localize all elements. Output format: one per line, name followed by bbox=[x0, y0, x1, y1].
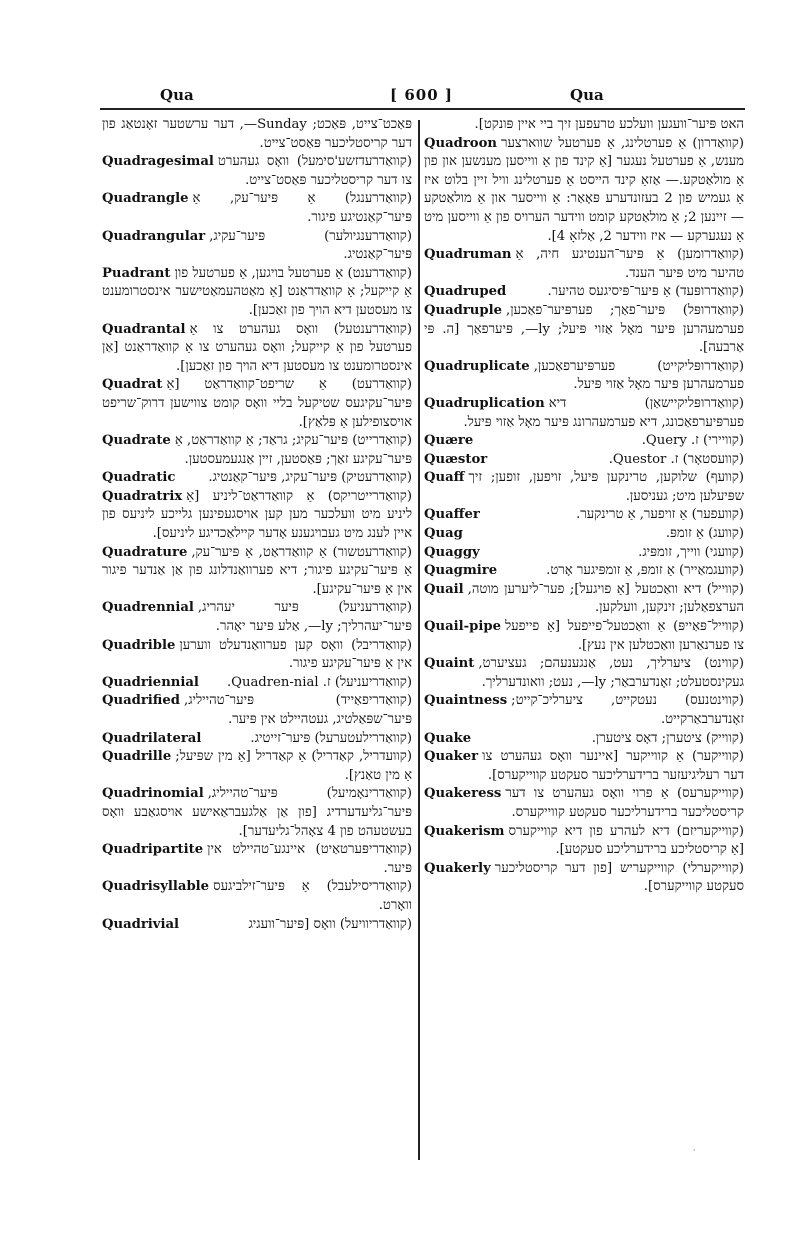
entry-definition: (קוואַדרענטעל) וואָס געהערט צו אַ פערטעל פון אַ קייקעל; וואָס געהערט צו אַ קוואַדראַנט [אַן אינסטרומענט צו מעסטען דיא הויך פון זאַכען]. bbox=[102, 321, 412, 374]
dictionary-entry bbox=[102, 376, 412, 432]
entry-definition: (קוואַדרעט) אַ שריפט־קוואַדראַט [אַ פּיער־עקיגעס שטיקעל בליי וואָס קומט צווישען דרוק־שריפט אויסצופילען אַ פּלאַץ]. bbox=[102, 377, 412, 430]
entry-definition: (קוואַדרילעטערעל) פּיער־זייטיג. bbox=[250, 730, 412, 746]
dictionary-entry bbox=[424, 860, 744, 897]
entry-headword: Quadriennial bbox=[102, 674, 199, 690]
dictionary-entry bbox=[102, 637, 412, 674]
entry-definition: (קוואַדריוויעל) וואָס [פּיער־וועגיג bbox=[248, 916, 412, 932]
entry-definition: (קווייקערלי) קווייקעריש [פון דער קריסטליכער סעקטע קווייקערס]. bbox=[494, 860, 744, 895]
entry-definition: (קווייל־פּאַייפּ) אַ וואַכטעל־פייפעל [אַ פייפעל צו פערנאַרען וואַכטלען אין נעץ]. bbox=[504, 619, 744, 653]
entry-definition: (קוואַדרופּל) פּיער־פאַך; פערפּיער־פאַכען, פערמעהרען פּיער מאָל אַזוי פּיעל; ly—, פּיערפאַך [ה. פּי אַרבעה]. bbox=[424, 302, 744, 356]
dictionary-entry bbox=[102, 841, 412, 878]
entry-headword: Quadrangular bbox=[102, 228, 206, 244]
left-column bbox=[102, 116, 412, 934]
dictionary-entry bbox=[102, 116, 412, 153]
entry-headword: Quadrified bbox=[102, 693, 180, 709]
dictionary-entry bbox=[424, 116, 744, 135]
dictionary-entry bbox=[102, 878, 412, 915]
dictionary-entry bbox=[424, 246, 744, 283]
entry-headword: Quaker bbox=[424, 749, 479, 765]
dictionary-entry bbox=[424, 135, 744, 247]
dictionary-entry bbox=[424, 506, 744, 525]
entry-headword: Quadragesimal bbox=[102, 154, 214, 170]
dictionary-entry bbox=[102, 190, 412, 227]
entry-definition: (קוועגי) ווייך, זומפּיג. bbox=[638, 544, 744, 560]
page-header bbox=[100, 86, 745, 110]
dictionary-entry bbox=[102, 916, 412, 935]
entry-headword: Quagmire bbox=[424, 563, 498, 579]
entry-headword: Quadrisyllable bbox=[102, 879, 210, 895]
dictionary-entry bbox=[102, 748, 412, 785]
entry-definition: (קווייל) דיא וואַכטעל [אַ פויגעל]; פער־ליערען מוטה, הערצפאַלען; זינקען, וועלקען. bbox=[467, 581, 744, 616]
entry-headword: Quadrat bbox=[102, 377, 163, 393]
entry-definition: (קוועג) אַ זומפּ. bbox=[665, 526, 744, 542]
entry-definition: (קווינט) ציערליך, נעט, אַנגענעהם; געציערט, געקינסטעלט; זאָנדערבאַר; ly—, נעט; וואונדערליך. bbox=[478, 656, 744, 690]
entry-headword: Quadripartite bbox=[102, 842, 204, 858]
entry-headword: Quadratic bbox=[102, 470, 176, 486]
entry-definition: (קוואַדריבל) וואָס קען פערוואַנדעלט ווערען אין אַ פּיער־עקיגע פיגור. bbox=[179, 637, 412, 672]
entry-definition: (קוואַדרעטשור) אַ קוואַדראַט, אַ פּיער־עק, אַ פּיער־עקיגע פיגור; דיא פערוואַנדלונג פון אַן אַנדער פיגור אין אַ פּיער־עקיגע]. bbox=[102, 544, 412, 597]
entry-headword: Quadrangle bbox=[102, 191, 189, 207]
entry-headword: Puadrant bbox=[102, 265, 171, 281]
entry-definition: (קוואַדרייט) פּיער־עקיג; גראַד; אַ קוואַדראַט, אַ פּיער־עקיגע זאַך; פּאַסטען, זיין אַנגעמעסטען. bbox=[174, 433, 412, 467]
entry-definition: (קוואַדרעדזשע'סימעל) וואָס געהערט צו דער קריסטליכער פּאַסט־צייט. bbox=[217, 154, 412, 188]
entry-definition: (קוועדריל, קאַדריל) אַ קאַדריל [אַ מין שפּיעל; אַ מין טאַנץ]. bbox=[175, 749, 412, 783]
dictionary-entry bbox=[424, 525, 744, 544]
entry-definition: (קוואַדרייטריקס) אַ קוואַדראַט־ליניע [אַ ליניע מיט וועלכער מען קען אויסגעפינען גלייכע ליניעס פון איין לענג מיט געבויגענע אָדער קיילאַכדיגע ליניעס]. bbox=[102, 488, 412, 542]
dictionary-entry bbox=[424, 581, 744, 618]
dictionary-entry bbox=[424, 618, 744, 655]
entry-headword: Quadrantal bbox=[102, 321, 186, 337]
dictionary-entry bbox=[102, 785, 412, 841]
entry-headword: Quadruplicate bbox=[424, 358, 530, 374]
dictionary-entry bbox=[424, 823, 744, 860]
dictionary-entry bbox=[102, 730, 412, 749]
entry-definition: (קוואַדריעניעל) ז. Quadren-nial. bbox=[226, 674, 412, 690]
entry-headword: Quail bbox=[424, 581, 464, 597]
right-column bbox=[424, 116, 744, 897]
entry-headword: Quadruple bbox=[424, 302, 502, 318]
entry-definition: (קוויירי) ז. Query. bbox=[641, 433, 744, 449]
printer-mark: · bbox=[693, 1146, 696, 1155]
dictionary-entry bbox=[424, 562, 744, 581]
entry-headword: Quail-pipe bbox=[424, 619, 501, 635]
entry-definition: (קוואַדרופּליקיישאַן) דיא פערפּיערפאַכונג, דיא פערמעהרונג פּיער מאָל אַזוי פּיעל. bbox=[463, 395, 744, 430]
dictionary-entry bbox=[424, 395, 744, 432]
dictionary-entry bbox=[102, 674, 412, 693]
entry-headword: Quadruplication bbox=[424, 395, 545, 411]
entry-headword: Quadrinomial bbox=[102, 786, 204, 802]
dictionary-entry bbox=[424, 451, 744, 470]
entry-definition: (קווינטנעס) נעטקייט, ציערליכ־קייט; זאָנדערבאַרקייט. bbox=[511, 693, 744, 727]
entry-definition: (קוואַדרענגיולער) פּיער־עקיג, פּיער־קאַנטיג. bbox=[209, 228, 412, 263]
entry-definition: (קוועפער) אַ זויפער, אַ טרינקער. bbox=[576, 507, 744, 523]
entry-definition: (קוואַדרענגל) אַ פּיער־עק, אַ פּיער־קאַנטיגע פיגור. bbox=[192, 191, 412, 225]
dictionary-entry bbox=[424, 302, 744, 358]
dictionary-entry bbox=[424, 692, 744, 729]
entry-headword: Quadrilateral bbox=[102, 730, 202, 746]
dictionary-entry bbox=[102, 692, 412, 729]
entry-headword: Quadrible bbox=[102, 637, 176, 653]
dictionary-entry bbox=[102, 488, 412, 544]
entry-definition: פּאַכט־צייט, פּאַכט; Sunday—, דער ערשטער זאָנטאַג פון דער קריסטליכער פּאַסט־צייט. bbox=[102, 117, 413, 151]
entry-headword: Quadroon bbox=[424, 135, 497, 151]
entry-definition: (קוואַדרענט) אַ פערטעל בויגען, אַ פערטעל פון אַ קייקעל; אַ קוואַדראַנט [אַ מאַטהעמאַטישער אינסטרומענט צו מעסטען דיא הויך פון זאַכען]. bbox=[102, 265, 412, 318]
dictionary-entry bbox=[424, 785, 744, 822]
header-left-guide-word: Qua bbox=[160, 86, 194, 104]
entry-headword: Quadrivial bbox=[102, 916, 180, 932]
page-number: [ 600 ] bbox=[390, 86, 453, 104]
entry-definition: (קוואַדריפאַייד) פּיער־טהייליג, פּיער־שפּאַלטיג, געטהיילט אין פּיער. bbox=[184, 693, 412, 727]
entry-definition: (קוואַדריסילעבל) אַ פּיער־זילביגעס וואָרט. bbox=[213, 879, 412, 913]
dictionary-entry bbox=[424, 358, 744, 395]
entry-headword: Quadrille bbox=[102, 749, 172, 765]
entry-headword: Quadruped bbox=[424, 284, 507, 300]
entry-definition: (קוואַדרון) אַ פערטלינג, אַ פערטעל שווארצער מענש, אַ פערטעל נעגער [אַ קינד פון אַ ווייסען מענשען און פון אַ מולאַטקע.— אַזאַ קינד הייסט אַ פערטלינג וויל זיין בלוט איז אַ געמיש פון 2 בעזונדערע פּאָאַר: אַ ווייסער און אַ מולאַטקע — זיינען 2; אַ מולאַטקע קומט ווידער הערויס פון אַ ווייסען מיט אַ נעגערקע — איז ווידער 2, אַלזאָ 4]. bbox=[424, 135, 745, 244]
dictionary-entry bbox=[102, 469, 412, 488]
dictionary-entry bbox=[102, 153, 412, 190]
entry-definition: (קוואַדרעניעל) פּיער יעהריג, פּיער־יעהרליך; ly—, אַלע פּיער יאָהר. bbox=[197, 600, 412, 635]
header-rule bbox=[100, 108, 745, 110]
entry-definition: (קוואַדרינאָמיעל) פּיער־טהייליג, פּיער־גליעדערדיג [פון אַן אַלגעבראַאישע אויסגאַבע וואָס בעשטעהט פון 4 צאָהל־גליעדער]. bbox=[102, 786, 412, 839]
entry-headword: Quakeress bbox=[424, 786, 502, 802]
entry-headword: Quaff bbox=[424, 470, 465, 486]
entry-headword: Quag bbox=[424, 526, 463, 542]
dictionary-entry bbox=[102, 228, 412, 265]
entry-definition: (קווייקעריזם) דיא לעהרע פון דיא קווייקערס [אַ קריסטליכע ברידערליכע סעקטע]. bbox=[508, 823, 744, 858]
entry-definition: (קווייק) ציטערן; דאָס ציטערן. bbox=[591, 730, 744, 746]
header-right-guide-word: Qua bbox=[570, 86, 604, 104]
entry-definition: האט פּיער־וועגען וועלכע טרעפען זיך ביי איין פּונקט]. bbox=[474, 117, 744, 132]
dictionary-entry bbox=[102, 432, 412, 469]
entry-definition: (קוועגמאַייר) אַ זומפּ, אַ זומפּיגער אָרט. bbox=[546, 563, 744, 579]
dictionary-entry bbox=[424, 748, 744, 785]
entry-definition: (קוואַדרעטיק) פּיער־עקיג, פּיער־קאַנטיג. bbox=[208, 470, 412, 486]
entry-definition: (קוואַדריפּערטאַיט) איינגע־טהיילט אין פּיער. bbox=[207, 842, 412, 876]
entry-definition: (קוואַדרופּעד) אַ פּיער־פּיסיגעס טהיער. bbox=[547, 284, 744, 300]
dictionary-entry bbox=[424, 283, 744, 302]
entry-headword: Quakerism bbox=[424, 823, 505, 839]
entry-headword: Quaintness bbox=[424, 693, 508, 709]
dictionary-entry bbox=[102, 544, 412, 600]
entry-headword: Quadrature bbox=[102, 544, 188, 560]
entry-headword: Quadrennial bbox=[102, 600, 194, 616]
entry-definition: (קוואַדרופּליקייט) פערפּיערפאַכען, פערמעהרען פּיער מאָל אַזוי פּיעל. bbox=[533, 358, 744, 393]
entry-headword: Quadruman bbox=[424, 247, 512, 263]
dictionary-entry bbox=[424, 469, 744, 506]
entry-headword: Quaint bbox=[424, 656, 475, 672]
entry-headword: Quære bbox=[424, 433, 474, 449]
entry-headword: Quæstor bbox=[424, 451, 488, 467]
entry-headword: Quaffer bbox=[424, 507, 480, 523]
dictionary-entry bbox=[424, 730, 744, 749]
entry-headword: Quadratrix bbox=[102, 488, 183, 504]
dictionary-entry bbox=[424, 655, 744, 692]
dictionary-entry bbox=[424, 432, 744, 451]
entry-definition: (קווייקער) אַ קווייקער [איינער וואָס געהערט צו דער רעליגיעזער ברידערליכער סעקטע קווייקערס]. bbox=[482, 749, 744, 783]
entry-headword: Quake bbox=[424, 730, 472, 746]
dictionary-entry bbox=[424, 544, 744, 563]
entry-definition: (קוואַדרומען) אַ פּיער־הענטיגע חיה, אַ טהיער מיט פּיער הענד. bbox=[515, 247, 744, 281]
dictionary-entry bbox=[102, 599, 412, 636]
column-divider bbox=[418, 120, 420, 1160]
entry-headword: Quakerly bbox=[424, 860, 491, 876]
entry-headword: Quaggy bbox=[424, 544, 480, 560]
entry-definition: (קווייקערעס) אַ פרוי וואָס געהערט צו דער קריסטליכער ברידערליכער סעקטע קווייקערס. bbox=[505, 786, 744, 820]
entry-definition: (קוועף) שלוקען, טרינקען פּיעל, זויפען, זופען; זיך שפּיעלען מיט; געניסען. bbox=[468, 470, 744, 504]
dictionary-entry bbox=[102, 321, 412, 377]
entry-headword: Quadrate bbox=[102, 433, 171, 449]
entry-definition: (קוועסטאָר) ז. Questor. bbox=[608, 451, 744, 467]
dictionary-entry bbox=[102, 265, 412, 321]
